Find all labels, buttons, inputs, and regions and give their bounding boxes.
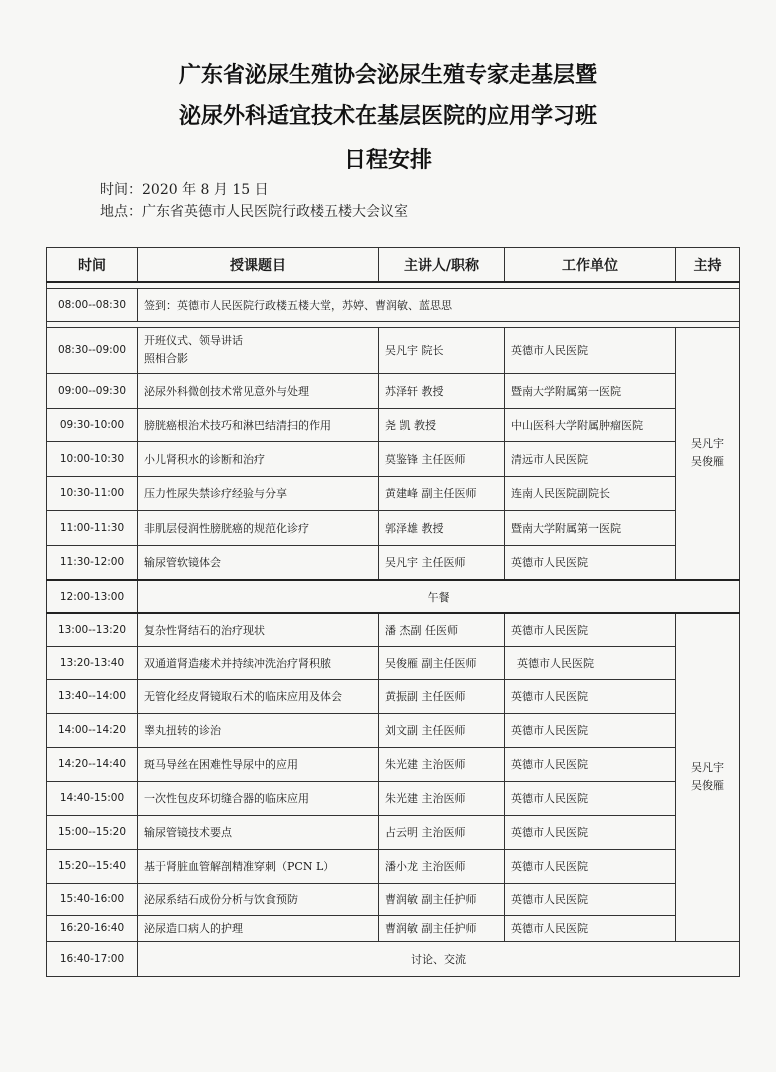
- unit-cell: 连南人民医院副院长: [505, 476, 676, 510]
- speaker-cell: 黄振副 主任医师: [379, 679, 505, 713]
- unit-cell: 暨南大学附属第一医院: [505, 510, 676, 545]
- title-line-3: 日程安排: [343, 148, 432, 173]
- table-row: [47, 781, 740, 815]
- host-line-1: 吴凡宇: [691, 437, 724, 451]
- time-cell: 09:00--09:30: [47, 373, 138, 408]
- table-row: [47, 476, 740, 510]
- speaker-cell: 潘 杰副 任医师: [379, 613, 505, 646]
- time-cell: 15:00--15:20: [47, 815, 138, 849]
- table-row: [47, 646, 740, 679]
- topic-cell: 泌尿系结石成份分析与饮食预防: [138, 883, 379, 915]
- topic-line-2: 照相合影: [144, 352, 188, 365]
- speaker-cell: 吴俊雁 副主任医师: [379, 646, 505, 679]
- time-cell: 10:30-11:00: [47, 476, 138, 510]
- unit-cell: 英德市人民医院: [505, 747, 676, 781]
- speaker-cell: 曹润敏 副主任护师: [379, 883, 505, 915]
- time-cell: 13:00--13:20: [47, 613, 138, 646]
- column-header-host: 主持: [676, 248, 740, 283]
- table-row: [47, 373, 740, 408]
- speaker-cell: 郭泽雄 教授: [379, 510, 505, 545]
- topic-cell: 一次性包皮环切缝合器的临床应用: [138, 781, 379, 815]
- topic-cell: [138, 327, 379, 373]
- speaker-cell: 朱光建 主治医师: [379, 781, 505, 815]
- speaker-cell: 莫鉴锋 主任医师: [379, 441, 505, 476]
- speaker-cell: 朱光建 主治医师: [379, 747, 505, 781]
- table-row: [47, 883, 740, 915]
- unit-cell: 英德市人民医院: [505, 915, 676, 941]
- topic-cell: 斑马导丝在困难性导尿中的应用: [138, 747, 379, 781]
- table-row-signin: [47, 288, 740, 321]
- speaker-cell: 占云明 主治医师: [379, 815, 505, 849]
- title-line-2: 泌尿外科适宜技术在基层医院的应用学习班: [178, 104, 597, 129]
- unit-cell: 英德市人民医院: [505, 883, 676, 915]
- host-line-2: 吴俊雁: [691, 779, 724, 793]
- speaker-cell: 曹润敏 副主任护师: [379, 915, 505, 941]
- column-header-time: 时间: [47, 248, 138, 283]
- date-line: 时间：2020 年 8 月 15 日: [100, 182, 269, 198]
- topic-cell: 基于肾脏血管解剖精准穿刺（PCN L）: [138, 849, 379, 883]
- table-row: [47, 441, 740, 476]
- unit-cell: 英德市人民医院: [505, 327, 676, 373]
- table-row: [47, 613, 740, 646]
- column-header-topic: 授课题目: [138, 248, 379, 283]
- table-row: [47, 815, 740, 849]
- topic-line-1: 开班仪式、领导讲话: [144, 334, 243, 347]
- unit-cell: 英德市人民医院: [505, 646, 676, 679]
- topic-cell: 压力性尿失禁诊疗经验与分享: [138, 476, 379, 510]
- table-row-lunch: [47, 580, 740, 613]
- unit-cell: 英德市人民医院: [505, 849, 676, 883]
- table-row: [47, 545, 740, 580]
- unit-cell: 清远市人民医院: [505, 441, 676, 476]
- signin-text: 签到：英德市人民医院行政楼五楼大堂，苏婷、曹润敏、蓝思思: [138, 288, 740, 321]
- table-header-row: [47, 248, 740, 283]
- time-cell: 09:30-10:00: [47, 408, 138, 441]
- speaker-cell: 苏泽轩 教授: [379, 373, 505, 408]
- unit-cell: 英德市人民医院: [505, 545, 676, 580]
- unit-cell: 中山医科大学附属肿瘤医院: [505, 408, 676, 441]
- topic-cell: 小儿肾积水的诊断和治疗: [138, 441, 379, 476]
- topic-cell: 输尿管镜技术要点: [138, 815, 379, 849]
- topic-cell: 输尿管软镜体会: [138, 545, 379, 580]
- unit-cell: 暨南大学附属第一医院: [505, 373, 676, 408]
- time-cell: 16:40-17:00: [47, 941, 138, 976]
- time-cell: 14:00--14:20: [47, 713, 138, 747]
- table-row-discussion: [47, 941, 740, 976]
- time-cell: 16:20-16:40: [47, 915, 138, 941]
- time-cell: 14:40-15:00: [47, 781, 138, 815]
- column-header-unit: 工作单位: [505, 248, 676, 283]
- host-line-2: 吴俊雁: [691, 455, 724, 469]
- table-row: [47, 327, 740, 373]
- speaker-cell: 潘小龙 主治医师: [379, 849, 505, 883]
- host-line-1: 吴凡宇: [691, 761, 724, 775]
- speaker-cell: 黄建峰 副主任医师: [379, 476, 505, 510]
- time-cell: 11:00-11:30: [47, 510, 138, 545]
- speaker-cell: 尧 凯 教授: [379, 408, 505, 441]
- topic-cell: 睾丸扭转的诊治: [138, 713, 379, 747]
- table-row: [47, 408, 740, 441]
- time-cell: 10:00-10:30: [47, 441, 138, 476]
- table-row: [47, 679, 740, 713]
- time-cell: 13:20-13:40: [47, 646, 138, 679]
- topic-cell: 双通道肾造瘘术并持续冲洗治疗肾积脓: [138, 646, 379, 679]
- schedule-table: [46, 247, 740, 977]
- time-cell: 13:40--14:00: [47, 679, 138, 713]
- unit-cell: 英德市人民医院: [505, 815, 676, 849]
- venue-line: 地点：广东省英德市人民医院行政楼五楼大会议室: [100, 204, 408, 220]
- topic-cell: 复杂性肾结石的治疗现状: [138, 613, 379, 646]
- morning-host-cell: [676, 327, 740, 580]
- unit-cell: 英德市人民医院: [505, 781, 676, 815]
- time-cell: 11:30-12:00: [47, 545, 138, 580]
- topic-cell: 泌尿造口病人的护理: [138, 915, 379, 941]
- time-cell: 08:30--09:00: [47, 327, 138, 373]
- column-header-speaker: 主讲人/职称: [379, 248, 505, 283]
- speaker-cell: 吴凡宇 主任医师: [379, 545, 505, 580]
- time-cell: 12:00-13:00: [47, 580, 138, 613]
- topic-cell: 非肌层侵润性膀胱癌的规范化诊疗: [138, 510, 379, 545]
- time-cell: 14:20--14:40: [47, 747, 138, 781]
- unit-cell: 英德市人民医院: [505, 679, 676, 713]
- speaker-cell: 刘文副 主任医师: [379, 713, 505, 747]
- afternoon-host-cell: [676, 613, 740, 941]
- table-row: [47, 713, 740, 747]
- table-row: [47, 915, 740, 941]
- topic-cell: 无管化经皮肾镜取石术的临床应用及体会: [138, 679, 379, 713]
- topic-cell: 膀胱癌根治术技巧和淋巴结清扫的作用: [138, 408, 379, 441]
- title-line-1: 广东省泌尿生殖协会泌尿生殖专家走基层暨: [178, 63, 597, 88]
- time-cell: 15:20--15:40: [47, 849, 138, 883]
- time-cell: 15:40-16:00: [47, 883, 138, 915]
- lunch-text: 午餐: [138, 580, 740, 613]
- topic-cell: 泌尿外科微创技术常见意外与处理: [138, 373, 379, 408]
- discussion-text: 讨论、交流: [138, 941, 740, 976]
- unit-cell: 英德市人民医院: [505, 613, 676, 646]
- table-row: [47, 849, 740, 883]
- time-cell: 08:00--08:30: [47, 288, 138, 321]
- table-row: [47, 510, 740, 545]
- unit-cell: 英德市人民医院: [505, 713, 676, 747]
- table-row: [47, 747, 740, 781]
- speaker-cell: 吴凡宇 院长: [379, 327, 505, 373]
